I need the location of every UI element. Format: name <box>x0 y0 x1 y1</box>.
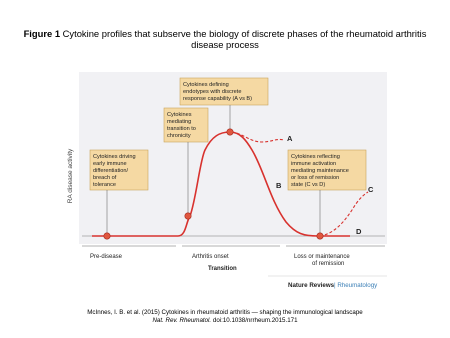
citation-doi: doi:10.1038/nrrheum.2015.171 <box>212 317 298 324</box>
point-peak <box>227 129 233 135</box>
y-axis-label: RA disease activity <box>67 148 74 204</box>
citation-caption <box>40 309 410 325</box>
figure-label: Figure 1 <box>23 28 61 39</box>
citation-journal: Nat. Rev. Rheumatol. <box>152 317 212 324</box>
point-transition <box>185 213 191 219</box>
box-endotypes-text: Cytokines defining endotypes with discrete response capability (A vs B) <box>183 82 253 102</box>
box-driving-text: Cytokines driving early immune differentiation/ breach of tolerance <box>93 154 136 188</box>
brand-publisher: Nature Reviews <box>288 282 335 289</box>
brand-journal: | Rheumatology <box>334 282 378 289</box>
point-pre-disease <box>104 233 110 239</box>
point-remission <box>317 233 323 239</box>
x-segment-arthritis-onset: Arthritis onset <box>192 254 229 260</box>
citation-line: McInnes, I. B. et al. (2015) Cytokines in rheumatoid arthritis — shaping the immunological landscape <box>87 309 363 316</box>
x-segment-remission: Loss or maintenance of remission <box>294 254 350 267</box>
figure-title-text: Cytokine profiles that subserve the biology of discrete phases of the rheumatoid arthritis disease process <box>62 28 427 50</box>
citation-source <box>40 317 410 325</box>
x-axis-title: Transition <box>208 266 237 272</box>
box-remission-text: Cytokines reflecting immune activation mediating maintenance or loss of remission state (C vs D) <box>291 154 349 188</box>
curve-label-d: D <box>356 227 362 236</box>
curve-label-b: B <box>276 181 282 190</box>
x-segment-pre-disease: Pre-disease <box>90 254 123 260</box>
curve-label-c: C <box>368 185 374 194</box>
curve-label-a: A <box>287 134 293 143</box>
box-transition-text: Cytokines mediating transition to chronicity <box>167 112 196 139</box>
